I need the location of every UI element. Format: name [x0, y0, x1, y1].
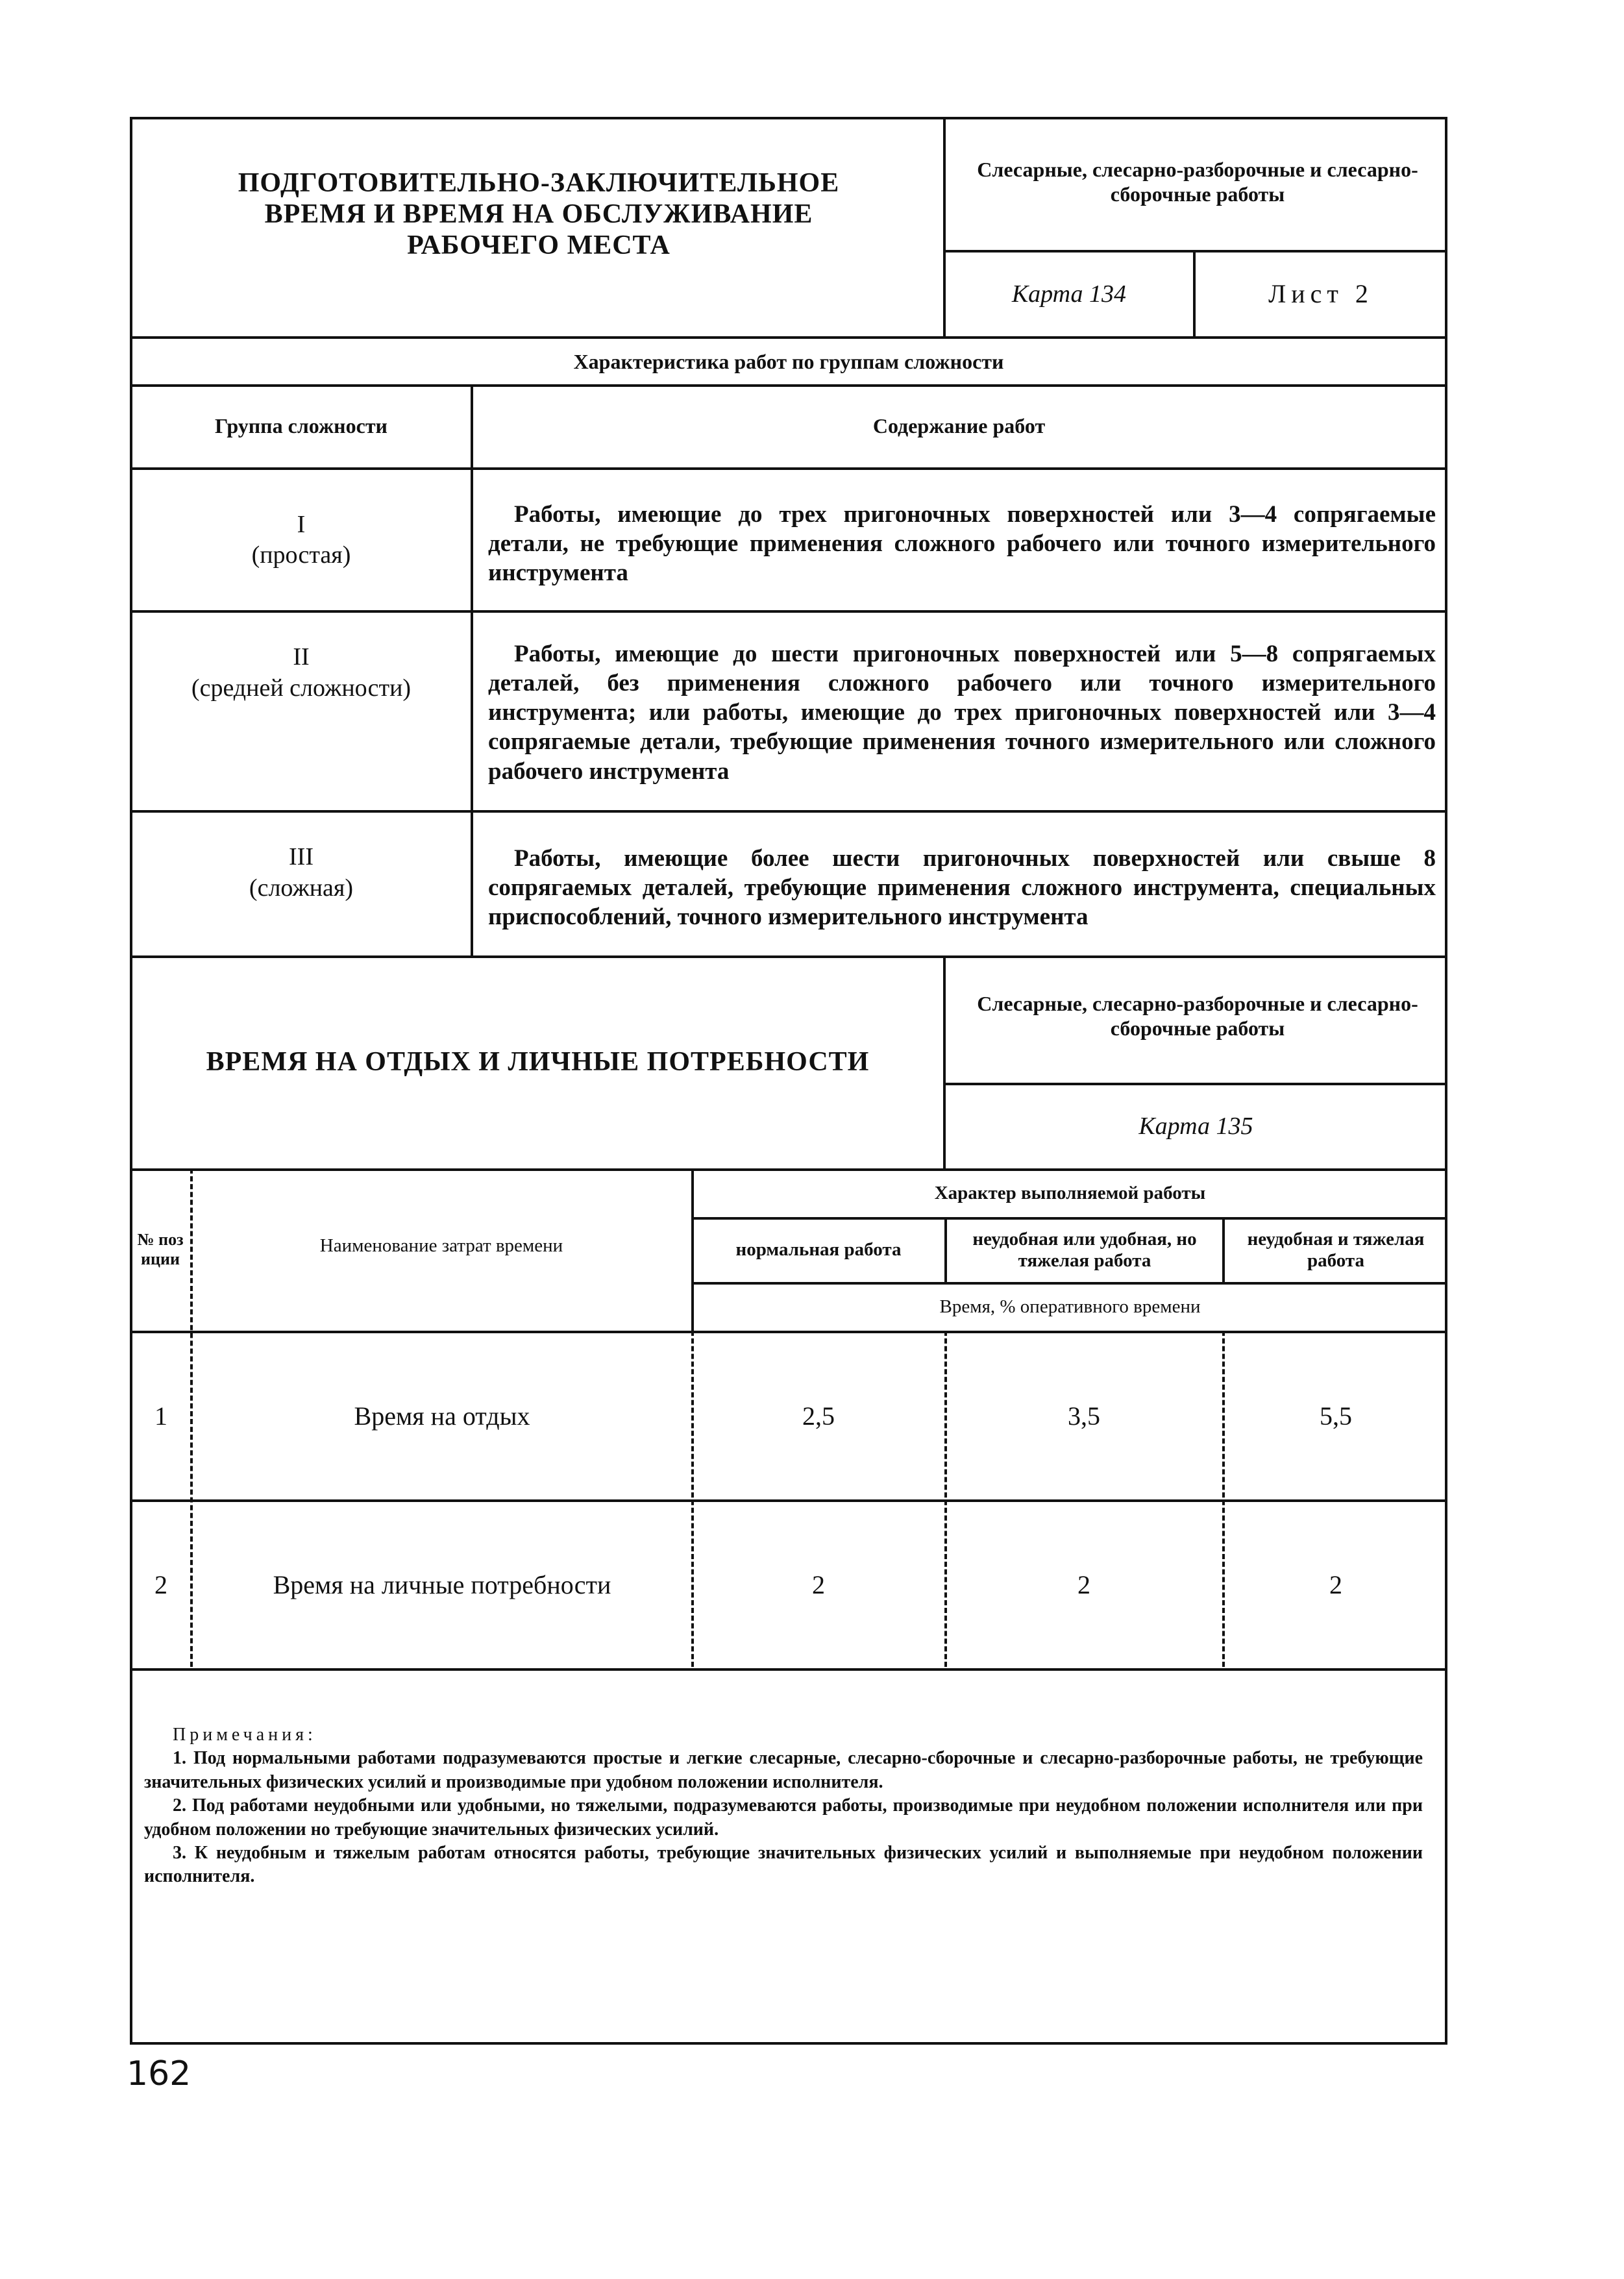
card135-title: ВРЕМЯ НА ОТДЫХ И ЛИЧНЫЕ ПОТРЕБНОСТИ — [206, 1046, 870, 1077]
group-1-numeral: I — [297, 510, 306, 538]
notes-block — [144, 1723, 1423, 1889]
divider — [1222, 1331, 1225, 1667]
card134-work-type: Слесарные, слесарно-разборочные и слесарно-сборочные работы — [977, 157, 1418, 206]
table-row-1-normal: 2,5 — [802, 1401, 835, 1431]
group-1-name: (простая) — [251, 541, 351, 569]
group-2-label — [132, 613, 470, 807]
col-content-header: Содержание работ — [872, 413, 1046, 437]
note-1: 1. Под нормальными работами подразумеваются простые и легкие слесарные, слесарно-сборочные и слесарно-разборочные работы, не требующие значительных физических усилий и производимые при удобном положении исполнителя. — [144, 1748, 1423, 1792]
group-1-content: Работы, имеющие до трех пригоночных поверхностей или 3—4 сопрягаемые детали, не требующие применения сложного рабочего или точного измерительного инструмента — [488, 501, 1436, 587]
table-row-2-uncomf-or-heavy: 2 — [1077, 1570, 1090, 1599]
divider — [471, 384, 473, 955]
group-3-name: (сложная) — [249, 874, 354, 902]
group-3-content: Работы, имеющие более шести пригоночных поверхностей или свыше 8 сопрягаемых деталей, требующие применения сложного инструмента, специальных приспособлений, точного измерительного инструмента — [488, 845, 1436, 931]
note-2: 2. Под работами неудобными или удобными, но тяжелыми, подразумеваются работы, производимые при неудобном положении исполнителя или при удобном положении но требующие значительных физических усилий. — [144, 1795, 1423, 1840]
divider — [130, 1668, 1447, 1671]
table-row-2-uncomf-and-heavy: 2 — [1329, 1570, 1342, 1599]
divider — [1222, 1217, 1225, 1282]
table-row-1-name: Время на отдых — [354, 1401, 530, 1431]
table-row-2-num: 2 — [154, 1570, 167, 1599]
table-row-2-normal: 2 — [812, 1570, 825, 1599]
group-3-numeral: III — [289, 843, 314, 870]
group-3-label — [132, 813, 470, 955]
col-group-header: Группа сложности — [215, 413, 388, 437]
divider — [944, 1217, 947, 1282]
col-character-header: Характер выполняемой работы — [934, 1183, 1206, 1204]
group-2-numeral: II — [293, 643, 310, 671]
divider — [944, 1331, 947, 1667]
group-2-content: Работы, имеющие до шести пригоночных поверхностей или 5—8 сопрягаемых деталей, без применения сложного рабочего или точного измерительного инструмента; или работы, имеющие до трех пригоночных поверхностей или 3—4 сопрягаемые детали, требующие применения точного измерительного или сложного рабочего инструмента — [488, 641, 1436, 785]
subcol-uncomfortable-and-heavy: неудобная и тяжелая работа — [1247, 1228, 1425, 1271]
table-row-1-uncomf-and-heavy: 5,5 — [1320, 1401, 1352, 1431]
card134-sheet-label: Лист 2 — [1268, 279, 1373, 308]
table-row-1-uncomf-or-heavy: 3,5 — [1068, 1401, 1100, 1431]
card134-section-title: Характеристика работ по группам сложности — [573, 349, 1004, 373]
time-unit-header: Время, % оперативного времени — [939, 1296, 1201, 1318]
subcol-normal: нормальная работа — [735, 1239, 902, 1261]
table-row-2-name: Время на личные потребности — [273, 1570, 611, 1599]
note-3: 3. К неудобным и тяжелым работам относятся работы, требующие значительных физических усилий и выполняемые при неудобном положении исполнителя. — [144, 1842, 1423, 1887]
notes-title: Примечания: — [173, 1725, 317, 1745]
table-row-1-num: 1 — [154, 1401, 167, 1431]
group-1-label — [132, 470, 470, 610]
col-name-header: Наименование затрат времени — [319, 1235, 563, 1257]
card134-card-label: Карта 134 — [1011, 280, 1127, 308]
divider — [190, 1168, 193, 1667]
card135-work-type: Слесарные, слесарно-разборочные и слесарно-сборочные работы — [977, 991, 1418, 1040]
group-2-name: (средней сложности) — [191, 674, 412, 702]
col-num-header: № позиции — [137, 1230, 184, 1268]
page-number: 162 — [127, 2054, 191, 2093]
card134-title: ПОДГОТОВИТЕЛЬНО-ЗАКЛЮЧИТЕЛЬНОЕ ВРЕМЯ И ВРЕМЯ НА ОБСЛУЖИВАНИЕ РАБОЧЕГО МЕСТА — [238, 167, 840, 261]
card135-card-label: Карта 135 — [1138, 1112, 1253, 1140]
subcol-uncomfortable-or-heavy: неудобная или удобная, но тяжелая работа — [972, 1228, 1197, 1271]
